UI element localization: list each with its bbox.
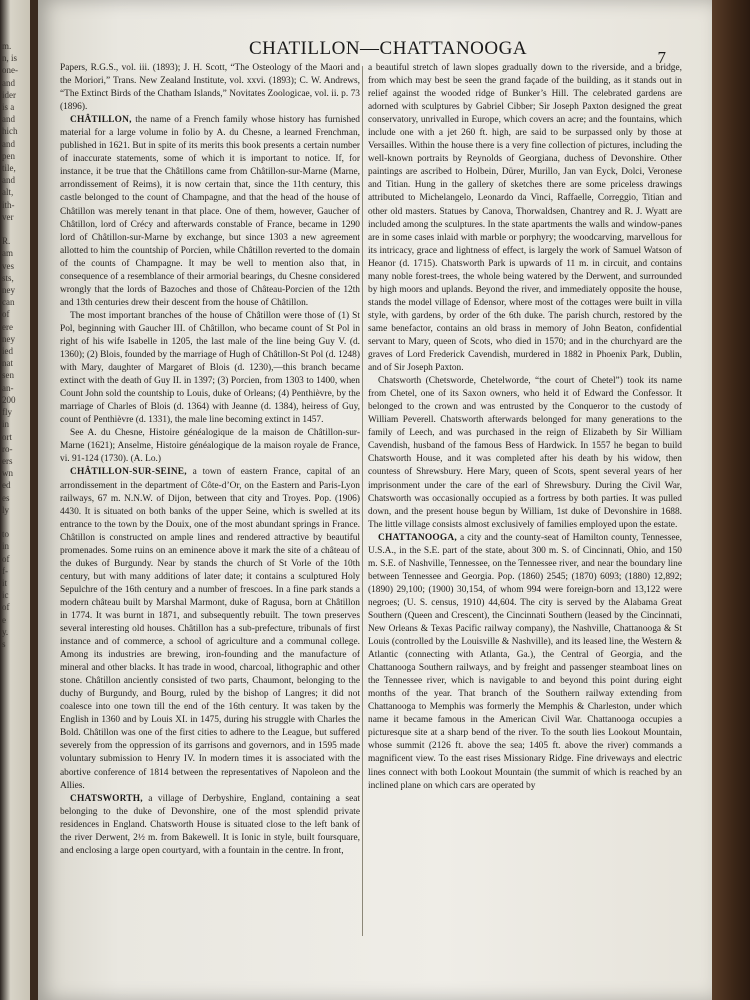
previous-page-fragment: [2, 516, 28, 528]
previous-page-fragment: in: [2, 541, 10, 552]
previous-page-fragment: pen: [2, 150, 15, 161]
article-paragraph: [60, 793, 360, 858]
article-paragraph: [60, 62, 360, 114]
previous-page-fragment: in: [2, 419, 10, 430]
previous-page-fragment: ney: [2, 333, 15, 344]
entry-headword: CHÂTILLON,: [70, 115, 132, 126]
previous-page-fragment: ly: [2, 504, 10, 515]
previous-page-fragment: e: [2, 614, 6, 625]
previous-page-fragment: ves: [2, 260, 14, 271]
column-rule: [362, 66, 363, 936]
article-paragraph: [368, 375, 682, 532]
article-paragraph: [368, 62, 682, 375]
right-column: [368, 62, 682, 952]
page-number: 7: [657, 48, 666, 67]
previous-page-fragment: ider: [2, 89, 16, 100]
paragraph-text: Papers, R.G.S., vol. iii. (1893); J. H. Scott, “The Osteology of the Maori and the Moriori,” Trans. New Zealand Institute, vol. xxvi. (1893); C. W. Andrews, “The Extinct Birds of the Chatham Islands,” Novitates Zoologicae, vol. ii. p. 73 (1896).: [60, 63, 360, 113]
previous-page-fragment: sts,: [2, 272, 14, 283]
previous-page-fragment: tile,: [2, 163, 16, 174]
entry-headword: CHÂTILLON-SUR-SEINE,: [70, 467, 187, 478]
previous-page-fragment: R.: [2, 236, 11, 247]
paragraph-text: a beautiful stretch of lawn slopes gradually down to the riverside, and a bridge, from which may best be seen the grand façade of the building, as it stands out in relief against the wooded ridge of Bunker’s Hill. The celebrated gardens are adorned with sculptures by Gabriel Cibber; Sir Joseph Paxton designed the great conservatory, unrivalled in Europe, which covers an acre; and the fountains, which include one with a jet 260 ft. high, are said to be surpassed only by those at Versailles. Within the house there is a very fine collection of pictures, including the well-known portraits by Reynolds of Georgiana, duchess of Devonshire. Other paintings are ascribed to Holbein, Dürer, Murillo, Jan van Eyck, Dolci, Veronese and Titian. Hung in the gallery of sketches there are some priceless drawings attributed to Michelangelo, Leonardo da Vinci, Raffaelle, Correggio, Titian and other old masters. Statues by Canova, Thorwaldsen, Chantrey and R. J. Wyatt are included among the sculptures. In the state apartments the walls and window-panes are in some cases inlaid with marble or porphyry; the woodcarving, marvellous for its intricacy, grace and lightness of effect, is largely the work of Samuel Watson of Heanor (d. 1715). Chatsworth Park is upwards of 11 m. in circuit, and contains many noble forest-trees, the whole being watered by the Derwent, and surrounded by high moors and uplands. Beyond the river, and immediately opposite the house, stands the model village of Edensor, where most of the cottages were built in villa style, with gardens, by order of the 6th duke. The parish church, restored by the same benefactor, contains an old brass in memory of John Beaton, confidential servant to Mary, queen of Scots, who died in 1570; and in the churchyard are the graves of Lord Frederick Cavendish, murdered in 1882 in Phoenix Park, Dublin, and of Sir Joseph Paxton.: [368, 63, 682, 374]
previous-page-fragment: ere: [2, 321, 13, 332]
previous-page-fragment: ic: [2, 590, 9, 601]
previous-page-fragment: ver: [2, 211, 14, 222]
previous-page-fragments: [2, 40, 28, 650]
previous-page-fragment: nat: [2, 358, 13, 369]
previous-page-fragment: alt,: [2, 187, 14, 198]
previous-page-fragment: hich: [2, 126, 18, 137]
previous-page-fragment: is a: [2, 102, 15, 113]
previous-page-fragment: ney: [2, 285, 15, 296]
paragraph-text: the name of a French family whose history has furnished material for a large volume in folio by A. du Chesne, a learned Frenchman, published in 1621. But in spite of its merits this book presents a certain number of inaccurate statements, some of which it is important to notice. If, for instance, it be true that the Châtillons came from Châtillon-sur-Marne (Marne, arrondissement of Reims), it is now certain that, since the 11th century, this castle belonged to the count of Champagne, and that the head of the house of Châtillon was merely tenant in that place. One of them, however, Gaucher of Châtillon, lord of Crécy and afterwards constable of France, became in 1290 lord of Châtillon-sur-Marne by exchange, but since 1303 a new agreement allotted to him the countship of Porcien, while Châtillon reverted to the domain of the counts of Champagne. It may be well to mention also that, in consequence of a resemblance of their armorial bearings, du Chesne considered wrongly that the lords of Bazoches and those of Château-Porcien of the 12th and 13th centuries drew their descent from the house of Châtillon.: [60, 115, 360, 308]
previous-page-fragment: n, is: [2, 53, 18, 64]
previous-page-fragment: [2, 223, 28, 235]
article-paragraph: [60, 466, 360, 792]
previous-page-fragment: y.: [2, 626, 9, 637]
previous-page-fragment: one-: [2, 65, 18, 76]
previous-page-fragment: and: [2, 138, 15, 149]
previous-page-fragment: wn: [2, 468, 13, 479]
article-paragraph: [368, 532, 682, 793]
previous-page-fragment: to: [2, 529, 10, 540]
entry-headword: CHATTANOOGA,: [378, 532, 457, 543]
previous-page-fragment: can: [2, 297, 15, 308]
previous-page-fragment: s: [2, 638, 6, 649]
article-paragraph: [60, 114, 360, 310]
left-column: [60, 62, 360, 952]
previous-page-fragment: and: [2, 114, 15, 125]
previous-page-fragment: fly: [2, 407, 12, 418]
paragraph-text: a city and the county-seat of Hamilton county, Tennessee, U.S.A., in the S.E. part of the state, about 300 m. S. of Cincinnati, Ohio, and 150 m. S.E. of Nashville, Tennessee, on the Tennessee river, and near the boundary line between Tennessee and Georgia. Pop. (1860) 2545; (1870) 6093; (1880) 12,892; (1890) 29,100; (1900) 30,154, of whom 994 were foreign-born and 13,122 were negroes; (U. S. census, 1910) 44,604. The city is served by the Alabama Great Southern (Queen and Crescent), the Cincinnati Southern (leased by the Cincinnati, New Orleans & Texas Pacific railway company), the Nashville, Chattanooga & St Louis (controlled by the Louisville & Nashville), and its leased line, the Western & Atlantic (connecting with Atlanta, Ga.), the Central of Georgia, and the Chattanooga Southern railways, and by freight and passenger steamboat lines on the Tennessee river, which is navigable to and beyond this point during eight months of the year. That branch of the Southern railway extending from Chattanooga to Memphis was formerly the Memphis & Charleston, under which name it became famous in the American Civil War. Chattanooga occupies a picturesque site at a sharp bend of the river. To the south lies Lookout Mountain, whose summit (2126 ft. above the sea; 1405 ft. above the river) commands a magnificent view. To the east rises Missionary Ridge. Fine driveways and electric lines connect with both Lookout Mountain (the summit of which is reached by an inclined plane on which cars are operated by: [368, 532, 682, 791]
paragraph-text: See A. du Chesne, Histoire généalogique de la maison de Châtillon-sur-Marne (1621); Anselme, Histoire généalogique de la maison royale de France, vi. 91-124 (1730). (A. Lo.): [60, 428, 360, 465]
paragraph-text: Chatsworth (Chetsworde, Chetelworde, “the court of Chetel”) took its name from Chetel, one of its Saxon owners, who held it of Edward the Confessor. It belonged to the crown and was entrusted by the Conqueror to the custody of William Peverell. Chatsworth afterwards belonged for many generations to the family of Leech, and was purchased in the reign of Elizabeth by Sir William Cavendish, husband of the famous Bess of Hardwick. In 1557 he began to build Chatsworth House, and it was completed after his death by his widow, then countess of Shrewsbury. Here Mary, queen of Scots, spent several years of her imprisonment under the care of the earl of Shrewsbury. During the Civil War, Chatsworth was occasionally occupied as a fortress by both parties. It was pulled down, and the present house begun by William, 1st duke of Devonshire in 1688. The little village consists almost exclusively of families employed upon the estate.: [368, 376, 682, 530]
running-head: CHATILLON—CHATTANOOGA: [248, 38, 528, 59]
previous-page-fragment: of: [2, 553, 10, 564]
previous-page-fragment: ro-: [2, 443, 13, 454]
paragraph-text: The most important branches of the house of Châtillon were those of (1) St Pol, beginning with Gaucher III. of Châtillon, who became count of St Pol in right of his wife Isabelle in 1205, the last male of the line being Guy V. (d. 1360); (2) Blois, founded by the marriage of Hugh of Châtillon-St Pol (d. 1248) with Mary, daughter of Margaret of Blois (d. 1230),—this branch became extinct with the death of Guy II. in 1397; (3) Porcien, from 1303 to 1400, when Count John sold the countship to Louis, duke of Orleans; (4) Penthièvre, by the marriage of Charles of Blois (d. 1364) with Jeanne (d. 1384), heiress of Guy, count of Penthièvre (d. 1331), the male line becoming extinct in 1457.: [60, 310, 360, 426]
previous-page-fragment: ied: [2, 346, 13, 357]
previous-page-fragment: an-: [2, 382, 14, 393]
previous-page-fragment: ed: [2, 480, 11, 491]
previous-page-fragment: and: [2, 77, 15, 88]
previous-page-fragment: 200: [2, 394, 16, 405]
previous-page-fragment: es: [2, 492, 10, 503]
previous-page-fragment: ith-: [2, 199, 15, 210]
article-paragraph: [60, 310, 360, 427]
entry-headword: CHATSWORTH,: [70, 793, 143, 804]
previous-page-fragment: m.: [2, 41, 12, 51]
previous-page-fragment: of: [2, 602, 10, 613]
article-paragraph: [60, 427, 360, 466]
previous-page-fragment: and: [2, 175, 15, 186]
previous-page-fragment: of: [2, 309, 10, 320]
previous-page-fragment: sen: [2, 370, 14, 381]
table-surface: [710, 0, 750, 1000]
previous-page-fragment: f-: [2, 565, 8, 576]
previous-page-fragment: ers: [2, 455, 13, 466]
previous-page-fragment: am: [2, 248, 13, 259]
previous-page-fragment: it: [2, 577, 8, 588]
previous-page-fragment: ort: [2, 431, 12, 442]
paragraph-text: a village of Derbyshire, England, containing a seat belonging to the duke of Devonshire, one of the most splendid private residences in England. Chatsworth House is situated close to the left bank of the river Derwent, 2½ m. from Bakewell. It is Ionic in style, built foursquare, and enclosing a large open courtyard, with a fountain in the centre. In front,: [60, 793, 360, 856]
paragraph-text: a town of eastern France, capital of an arrondissement in the department of Côte-d’Or, on the Eastern and Paris-Lyon railways, 67 m. N.N.W. of Dijon, between that city and Troyes. Pop. (1906) 4430. It is situated on both banks of the upper Seine, which is swelled at its entrance to the town by the Douix, one of the most abundant springs in France. Châtillon is constructed on ample lines and rendered attractive by beautiful promenades. Some ruins on an eminence above it mark the site of a château of the dukes of Burgundy. Near by stands the church of St Vorle of the 10th century, but with many additions of later date; it contains a sculptured Holy Sepulchre of the 16th century and a number of frescoes. In a fine park stands a modern château built by Marshal Marmont, duke of Ragusa, born at Châtillon in 1774. It was burnt in 1871, and subsequently rebuilt. The town preserves several interesting old houses. Châtillon has a sub-prefecture, tribunals of first instance and of commerce, a school of agriculture and a communal college. Among its industries are brewing, iron-founding and the manufacture of mineral and other blacks. It has trade in wood, charcoal, lithographic and other stone. Châtillon anciently consisted of two parts, Chaumont, belonging to the duchy of Burgundy, and Bourg, ruled by the bishop of Langres; it did not coalesce into one town till the end of the 16th century. It was taken by the English in 1360 and by Louis XI. in 1475, during his struggle with Charles the Bold. Châtillon was one of the first cities to adhere to the League, but suffered severely from the oppression of its garrisons and governors, and in 1595 made voluntary submission to Henry IV. In modern times it is associated with the abortive conference of 1814 between the representatives of Napoleon and the Allies.: [60, 467, 360, 791]
previous-page-edge: [0, 0, 30, 1000]
book-page: [38, 0, 712, 1000]
